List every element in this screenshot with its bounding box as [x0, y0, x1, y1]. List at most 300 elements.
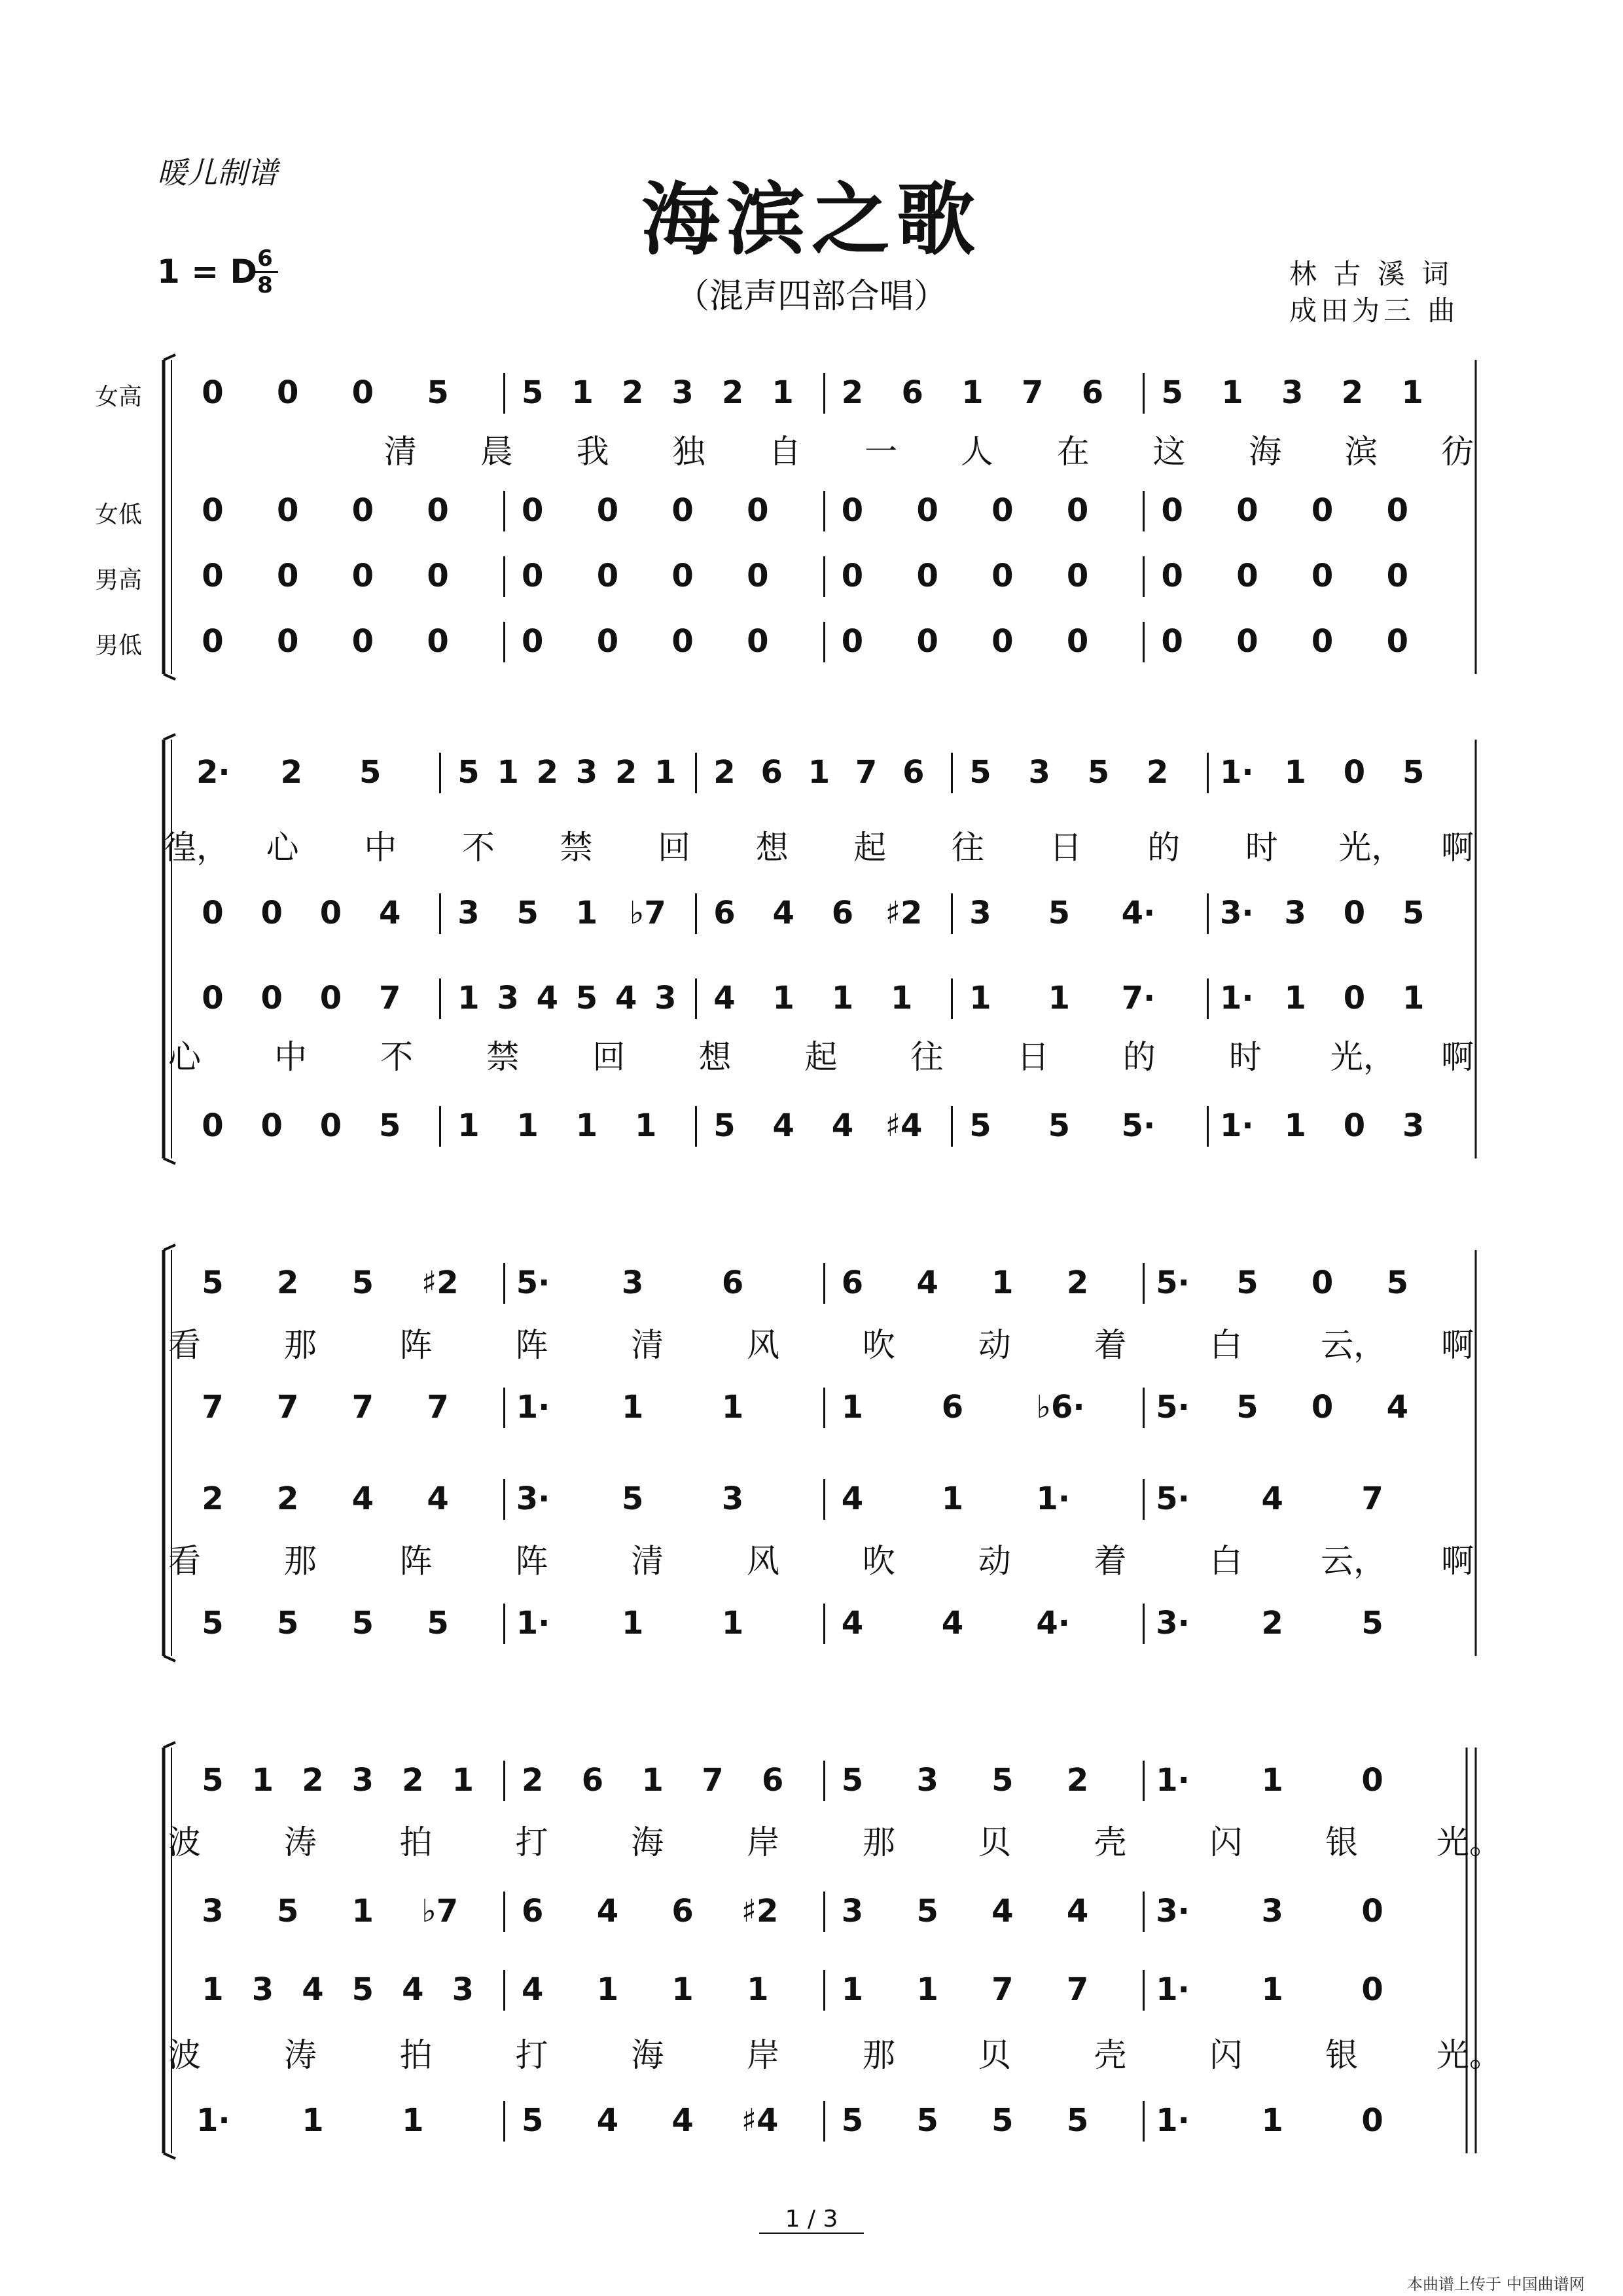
note: 3·	[1156, 1605, 1190, 1641]
lyric-char: 阵	[399, 1326, 433, 1364]
lyric-char: 银	[1325, 1823, 1359, 1861]
lyric-char: 阵	[515, 1542, 548, 1580]
note: 3	[969, 895, 991, 931]
note: 0	[351, 374, 374, 411]
lyric-char: 起	[853, 829, 887, 867]
note: ♯2	[741, 1893, 779, 1929]
lyric-char: 那	[862, 2036, 895, 2074]
note: 0	[1361, 1762, 1383, 1799]
note: 0	[1361, 1893, 1383, 1929]
lyric-char: 拍	[399, 2036, 433, 2074]
note: 1·	[516, 1389, 550, 1426]
note: 0	[1311, 492, 1334, 529]
note: 1	[452, 1762, 474, 1799]
note: 1	[402, 2102, 424, 2139]
note: 1·	[1156, 1762, 1190, 1799]
note: 1	[621, 1389, 644, 1426]
note: 7	[702, 1762, 724, 1799]
note: 5	[841, 2102, 864, 2139]
lyric-char: 打	[515, 1823, 548, 1861]
note: 0	[841, 623, 864, 660]
note: 0	[427, 492, 449, 529]
lyric-char: 中	[364, 829, 397, 867]
note: 5	[427, 1605, 449, 1641]
lyric-char: 时	[1245, 829, 1278, 867]
note: 7	[351, 1389, 374, 1426]
note: 3	[1284, 895, 1306, 931]
lyric-char: 阵	[515, 1326, 548, 1364]
note: 7	[1361, 1480, 1383, 1517]
note: 4	[916, 1265, 938, 1301]
lyric-char: 岸	[747, 1823, 780, 1861]
lyric-char: 云，	[1321, 1326, 1387, 1364]
note: 1	[457, 1107, 480, 1144]
note: 0	[916, 492, 938, 529]
note: 5·	[1156, 1480, 1190, 1517]
note: 2	[1066, 1265, 1089, 1301]
note: 5	[1066, 2102, 1089, 2139]
note: 5	[916, 1893, 938, 1929]
note: 6	[1081, 374, 1104, 411]
note: 4	[522, 1971, 544, 2008]
lyric-char: 晨	[480, 433, 513, 471]
lyric-char: 这	[1152, 433, 1186, 471]
note: 0	[202, 1107, 224, 1144]
note: 1	[571, 374, 594, 411]
note: 5	[202, 1605, 224, 1641]
note: 0	[202, 623, 224, 660]
lyric-char: 回	[592, 1038, 626, 1076]
note: 3	[1028, 754, 1050, 791]
note: 1	[671, 1971, 694, 2008]
note: 1	[1261, 1971, 1283, 2008]
lyric-char: 风	[747, 1326, 780, 1364]
lyric-char: 日	[1016, 1038, 1050, 1076]
note: 1	[654, 754, 677, 791]
lyric-char: 啊	[1441, 829, 1474, 867]
note: 4	[302, 1971, 324, 2008]
note: 3	[721, 1480, 744, 1517]
note: 4	[427, 1480, 449, 1517]
lyric-char: 日	[1049, 829, 1082, 867]
lyric-char: 自	[768, 433, 802, 471]
note: 4	[941, 1605, 964, 1641]
note: 1	[497, 754, 519, 791]
note: 0	[991, 623, 1014, 660]
note: 5·	[1121, 1107, 1156, 1144]
note: 0	[276, 492, 299, 529]
note: 0	[916, 558, 938, 594]
part-label: 男高	[95, 567, 143, 594]
note: 5	[351, 1265, 374, 1301]
note: 1	[1402, 980, 1425, 1016]
note: 4	[379, 895, 401, 931]
note: 4	[841, 1605, 864, 1641]
note: ♯2	[421, 1265, 459, 1301]
note: 1	[991, 1265, 1014, 1301]
lyric-char: 一	[865, 433, 898, 471]
note: 4	[831, 1107, 854, 1144]
note: 1·	[1220, 1107, 1254, 1144]
note: 1	[1401, 374, 1423, 411]
note: 5	[457, 754, 480, 791]
note: 3	[621, 1265, 644, 1301]
note: 1	[891, 980, 913, 1016]
note: 1	[1261, 2102, 1283, 2139]
note: 6	[902, 754, 925, 791]
note: 5	[841, 1762, 864, 1799]
note: 4	[841, 1480, 864, 1517]
note: 5	[969, 754, 991, 791]
note: 7	[855, 754, 878, 791]
lyric-char: 波	[168, 1823, 201, 1861]
lyric-char: 海	[631, 2036, 664, 2074]
lyric-char: 光，	[1330, 1038, 1396, 1076]
note: 6	[581, 1762, 604, 1799]
note: 0	[596, 623, 619, 660]
note: 0	[351, 492, 374, 529]
note: ♭6·	[1036, 1389, 1085, 1426]
note: 6	[831, 895, 854, 931]
note: 5	[351, 1971, 374, 2008]
note: 2	[621, 374, 644, 411]
note: 1	[961, 374, 984, 411]
note: 3	[497, 980, 519, 1016]
note: 5	[1236, 1265, 1258, 1301]
note: 1	[641, 1762, 664, 1799]
note: 4	[1066, 1893, 1089, 1929]
note: 2	[402, 1762, 424, 1799]
note: 4	[671, 2102, 694, 2139]
lyric-char: 看	[168, 1326, 201, 1364]
note: 7	[1066, 1971, 1089, 2008]
time-denominator: 8	[257, 272, 273, 298]
note: 5	[1236, 1389, 1258, 1426]
lyric-char: 不	[461, 829, 495, 867]
lyric-char: 动	[978, 1542, 1011, 1580]
lyric-char: 彷	[1441, 433, 1474, 471]
lyric-char: 银	[1325, 2036, 1359, 2074]
note: 5	[1361, 1605, 1383, 1641]
note: 2	[202, 1480, 224, 1517]
note: ♭7	[421, 1893, 459, 1929]
note: 1·	[516, 1605, 550, 1641]
note: ♯4	[741, 2102, 779, 2139]
lyric-char: 光，	[1338, 829, 1404, 867]
note: 6	[671, 1893, 694, 1929]
note: 0	[351, 558, 374, 594]
note: 5	[713, 1107, 736, 1144]
note: 3	[452, 1971, 474, 2008]
note: 3	[575, 754, 598, 791]
note: 1	[969, 980, 991, 1016]
note: 0	[260, 980, 283, 1016]
note: 1·	[1156, 1971, 1190, 2008]
note: 4	[1261, 1480, 1283, 1517]
note: 3	[671, 374, 694, 411]
song-title: 海滨之歌	[641, 173, 982, 266]
note: 0	[276, 623, 299, 660]
note: 0	[351, 623, 374, 660]
note: 0	[276, 374, 299, 411]
note: 0	[202, 492, 224, 529]
note: 0	[202, 374, 224, 411]
note: 1	[1221, 374, 1243, 411]
note: 2	[1066, 1762, 1089, 1799]
note: 6	[522, 1893, 544, 1929]
note: 0	[522, 492, 544, 529]
note: 0	[1386, 623, 1409, 660]
lyric-char: 回	[658, 829, 691, 867]
note: 4	[772, 1107, 794, 1144]
note: 5	[202, 1265, 224, 1301]
note: 1	[575, 1107, 598, 1144]
part-label: 女高	[95, 384, 143, 410]
note: 1	[1284, 980, 1306, 1016]
note: 7	[276, 1389, 299, 1426]
note: 1·	[1220, 980, 1254, 1016]
note: 1	[841, 1971, 864, 2008]
lyric-char: 拍	[399, 1823, 433, 1861]
lyric-char: 啊	[1441, 1326, 1474, 1364]
note: 0	[1311, 1265, 1334, 1301]
score-maker: 暖儿制谱	[157, 155, 277, 190]
note: 1	[808, 754, 830, 791]
note: 6	[901, 374, 923, 411]
composer-credit: 成田为三 曲	[1289, 295, 1459, 327]
note: 0	[1066, 623, 1089, 660]
note: 1	[202, 1971, 224, 2008]
lyric-char: 起	[804, 1038, 838, 1076]
note: 0	[1343, 895, 1366, 931]
lyric-char: 我	[576, 433, 609, 471]
lyric-char: 着	[1094, 1542, 1127, 1580]
note: 1	[621, 1605, 644, 1641]
note: 1	[841, 1389, 864, 1426]
note: 4	[713, 980, 736, 1016]
lyric-char: 清	[631, 1542, 664, 1580]
note: 7	[427, 1389, 449, 1426]
note: 0	[1311, 623, 1334, 660]
note: 3	[1402, 1107, 1425, 1144]
note: 0	[202, 895, 224, 931]
note: 5	[516, 895, 539, 931]
part-label: 男低	[95, 632, 143, 659]
note: 5	[916, 2102, 938, 2139]
note: 3	[457, 895, 480, 931]
lyric-char: 壳	[1094, 1823, 1127, 1861]
note: 2	[1341, 374, 1364, 411]
lyric-char: 徨，	[164, 829, 229, 867]
note: 2	[1261, 1605, 1283, 1641]
note: 7	[1022, 374, 1044, 411]
note: 1	[831, 980, 854, 1016]
note: 2	[280, 754, 303, 791]
lyric-char: 往	[910, 1038, 944, 1076]
note: 3·	[1220, 895, 1254, 931]
note: 0	[671, 492, 694, 529]
note: 0	[747, 492, 769, 529]
note: 0	[1361, 1971, 1383, 2008]
note: 1	[251, 1762, 274, 1799]
note: 0	[841, 558, 864, 594]
lyric-char: 着	[1094, 1326, 1127, 1364]
note: 1	[596, 1971, 619, 2008]
note: 0	[1236, 492, 1258, 529]
note: 5	[379, 1107, 401, 1144]
note: ♯4	[885, 1107, 923, 1144]
note: 7	[379, 980, 401, 1016]
note: 1	[721, 1389, 744, 1426]
lyric-char: 白	[1209, 1542, 1243, 1580]
lyric-char: 时	[1228, 1038, 1262, 1076]
note: 3	[351, 1762, 374, 1799]
note: 3	[1281, 374, 1304, 411]
lyric-char: 阵	[399, 1542, 433, 1580]
note: 1	[772, 374, 794, 411]
note: 5	[522, 374, 544, 411]
note: 0	[1311, 1389, 1334, 1426]
note: 2	[302, 1762, 324, 1799]
note: 1	[1048, 980, 1071, 1016]
lyric-char: 想	[755, 829, 789, 867]
note: 5	[359, 754, 382, 791]
lyric-char: 岸	[747, 2036, 780, 2074]
lyric-char: 心	[266, 829, 299, 867]
note: 0	[747, 558, 769, 594]
lyric-char: 的	[1122, 1038, 1156, 1076]
lyric-char: 禁	[486, 1038, 520, 1076]
note: 3	[841, 1893, 864, 1929]
note: 2	[841, 374, 864, 411]
lyric-char: 打	[515, 2036, 548, 2074]
note: 0	[991, 492, 1014, 529]
note: 1	[302, 2102, 324, 2139]
note: 5·	[516, 1265, 550, 1301]
note: 1	[721, 1605, 744, 1641]
lyric-char: 动	[978, 1326, 1011, 1364]
note: 0	[522, 623, 544, 660]
lyric-char: 海	[631, 1823, 664, 1861]
lyric-char: 在	[1056, 433, 1090, 471]
note: 4	[1386, 1389, 1409, 1426]
note: 0	[1343, 980, 1366, 1016]
note: 5	[1161, 374, 1183, 411]
note: 2	[276, 1480, 299, 1517]
lyric-char: 心	[168, 1038, 201, 1076]
note: 2	[522, 1762, 544, 1799]
note: 6	[841, 1265, 864, 1301]
note: 5	[522, 2102, 544, 2139]
note: 6	[713, 895, 736, 931]
page-number-text: 1 / 3	[759, 2206, 865, 2234]
page-number	[0, 2206, 1623, 2233]
note: 0	[427, 623, 449, 660]
source-note: 本曲谱上传于 中国曲谱网	[1407, 2275, 1585, 2293]
note: 0	[427, 558, 449, 594]
lyric-char: 吹	[862, 1542, 895, 1580]
note: 1	[351, 1893, 374, 1929]
lyric-char: 光。	[1436, 1823, 1502, 1861]
note: 1·	[196, 2102, 230, 2139]
note: 5	[1087, 754, 1110, 791]
lyric-char: 往	[951, 829, 984, 867]
note: 4	[351, 1480, 374, 1517]
note: 0	[1236, 623, 1258, 660]
note: 0	[319, 895, 342, 931]
note: 5	[351, 1605, 374, 1641]
note: 0	[319, 980, 342, 1016]
note: 1·	[1220, 754, 1254, 791]
note: 5	[276, 1893, 299, 1929]
part-label: 女低	[95, 501, 143, 528]
note: 5·	[1156, 1265, 1190, 1301]
note: 0	[1343, 754, 1366, 791]
note: 0	[522, 558, 544, 594]
lyric-char: 那	[862, 1823, 895, 1861]
lyric-char: 云，	[1321, 1542, 1387, 1580]
note: 5	[1048, 1107, 1071, 1144]
note: 0	[916, 623, 938, 660]
lyric-char: 啊	[1441, 1038, 1474, 1076]
note: 4·	[1121, 895, 1156, 931]
note: 0	[747, 623, 769, 660]
lyric-char: 壳	[1094, 2036, 1127, 2074]
note: 6	[760, 754, 783, 791]
note: 3·	[1156, 1893, 1190, 1929]
lyric-char: 中	[274, 1038, 308, 1076]
note: 5·	[1156, 1389, 1190, 1426]
note: 5	[202, 1762, 224, 1799]
note: 0	[1066, 558, 1089, 594]
lyric-char: 闪	[1209, 1823, 1243, 1861]
note: 0	[1161, 558, 1183, 594]
lyric-char: 海	[1249, 433, 1282, 471]
lyric-char: 涛	[283, 2036, 317, 2074]
note: 0	[1343, 1107, 1366, 1144]
lyric-char: 想	[698, 1038, 732, 1076]
note: 5	[1386, 1265, 1409, 1301]
note: 3	[654, 980, 677, 1016]
note: 2	[615, 754, 637, 791]
note: 0	[841, 492, 864, 529]
note: 0	[596, 558, 619, 594]
lyric-char: 闪	[1209, 2036, 1243, 2074]
note: 4	[991, 1893, 1014, 1929]
key-signature: 1 = D	[157, 253, 258, 291]
note: 1	[916, 1971, 938, 2008]
note: 0	[1386, 558, 1409, 594]
note: 0	[319, 1107, 342, 1144]
note: 3	[1261, 1893, 1283, 1929]
lyric-char: 贝	[978, 2036, 1011, 2074]
note: 1	[941, 1480, 964, 1517]
note: 4	[536, 980, 559, 1016]
note: 0	[202, 558, 224, 594]
note: 0	[671, 558, 694, 594]
note: 0	[260, 895, 283, 931]
note: 2	[713, 754, 736, 791]
lyric-char: 吹	[862, 1326, 895, 1364]
note: 4	[596, 2102, 619, 2139]
note: 5	[575, 980, 598, 1016]
lyric-char: 独	[672, 433, 705, 471]
note: 1·	[1156, 2102, 1190, 2139]
note: ♭7	[629, 895, 666, 931]
note: 1	[516, 1107, 539, 1144]
note: 1	[1284, 754, 1306, 791]
note: 1	[575, 895, 598, 931]
